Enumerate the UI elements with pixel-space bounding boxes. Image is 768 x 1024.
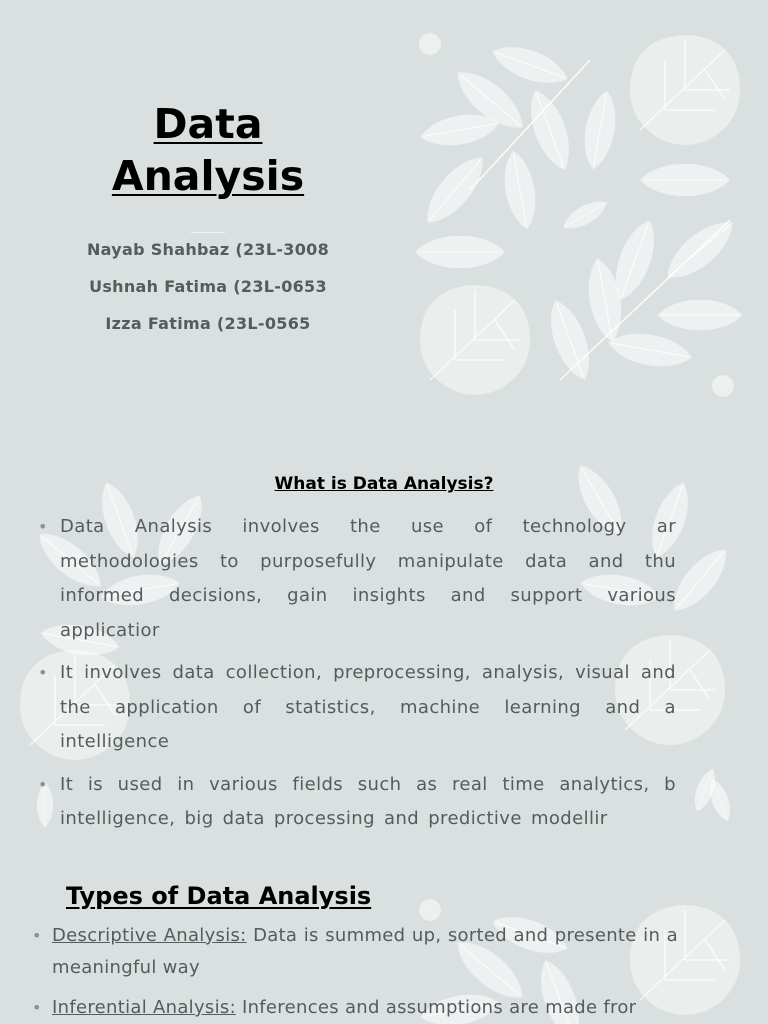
bullet-dot-icon: • (32, 926, 42, 945)
bullet-item (30, 992, 678, 1024)
bullet-item (36, 656, 676, 760)
term-label: Descriptive Analysis: (52, 925, 247, 946)
bullet-text: It is used in various fields such as real time analytics, b intelligence, big data processing and predictive modellir (60, 773, 676, 829)
author-name: Ushnah Fatima (23L-0653 (89, 277, 327, 296)
bullet-item (36, 510, 676, 648)
term-label: Inferential Analysis: (52, 997, 236, 1018)
bullet-text: Data Analysis involves the use of technology ar methodologies to purposefully manipulate data and thu informed decisions, gain insights and support various applicatior (60, 516, 676, 641)
bullet-dot-icon: • (38, 663, 48, 682)
leaf-decoration (410, 20, 750, 420)
bullet-list (30, 920, 678, 1024)
section-heading: Types of Data Analysis (66, 882, 372, 910)
bullet-item (30, 920, 678, 984)
bullet-dot-icon: • (38, 774, 48, 794)
bullet-item (36, 768, 676, 837)
bullet-dot-icon: • (32, 998, 42, 1017)
types-slide (0, 850, 768, 1024)
title-slide (0, 0, 768, 430)
author-name: Nayab Shahbaz (23L-3008 (86, 240, 330, 259)
bullet-dot-icon: • (38, 517, 48, 536)
section-heading: What is Data Analysis? (274, 474, 494, 494)
term-description: Data is summed up, sorted and presente in a meaningful way (52, 925, 678, 978)
bullet-text: It involves data collection, preprocessing, analysis, visual and the application of statistics, machine learning and a intelligence (60, 662, 676, 752)
term-description: Inferences and assumptions are made fror (235, 997, 637, 1018)
author-list (60, 238, 356, 349)
author-name: Izza Fatima (23L-0565 (105, 314, 311, 333)
bullet-list (36, 510, 676, 845)
title-divider (191, 232, 225, 233)
slide-title: Data Analysis (111, 100, 305, 200)
what-is-slide (0, 430, 768, 850)
